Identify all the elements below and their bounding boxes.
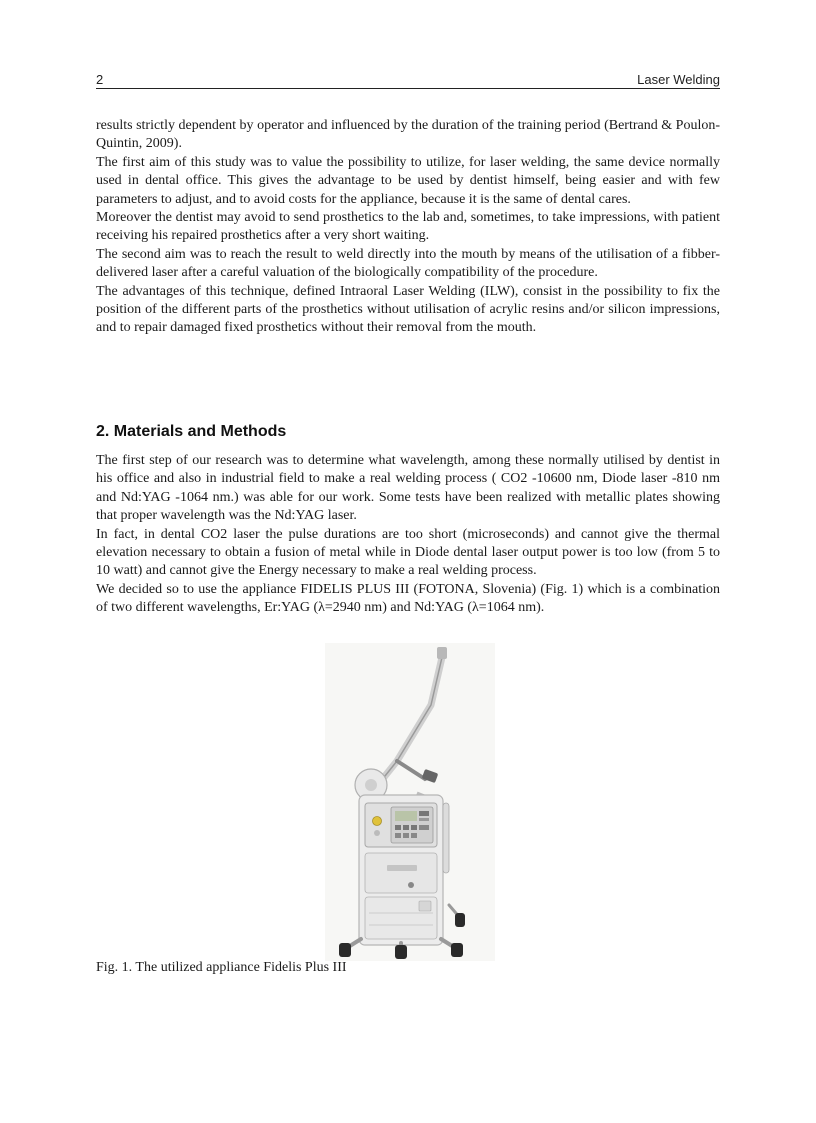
- section-text: [96, 452, 720, 618]
- intro-text: [96, 117, 720, 338]
- header-rule: [96, 88, 720, 89]
- paragraph: Moreover the dentist may avoid to send prosthetics to the lab and, sometimes, to take impressions, with patient receiving his repaired prosthetics after a very short waiting.: [96, 210, 720, 244]
- paragraph: In fact, in dental CO2 laser the pulse durations are too short (microseconds) and cannot give the thermal elevation necessary to obtain a fusion of metal while in Diode dental laser output power is too low (from 5 to 10 watt) and cannot give the Energy necessary to make a real welding process.: [96, 526, 720, 579]
- laser-device-figure: [325, 643, 495, 961]
- paragraph: results strictly dependent by operator and influenced by the duration of the training period (Bertrand & Poulon-Quintin, 2009).: [96, 118, 720, 152]
- running-title: Laser Welding: [637, 72, 720, 87]
- paragraph: The first step of our research was to determine what wavelength, among these normally utilised by dentist in his office and also in industrial field to make a real welding process ( CO2 -10600 nm, Diode laser -810 nm and Nd:YAG -1064 nm.) was able for our work. Some tests have been realized with metallic plates showing that proper wavelength was the Nd:YAG laser.: [96, 453, 720, 524]
- figure-caption: Fig. 1. The utilized appliance Fidelis Plus III: [96, 960, 347, 975]
- page-number: 2: [96, 72, 104, 87]
- section-heading: 2. Materials and Methods: [96, 423, 287, 440]
- paragraph: The first aim of this study was to value the possibility to utilize, for laser welding, the same device normally used in dental office. This gives the advantage to be used by dentist himself, being easier and with few parameters to adjust, and to avoid costs for the appliance, because it is the same of dental cares.: [96, 154, 720, 207]
- paragraph: The advantages of this technique, defined Intraoral Laser Welding (ILW), consist in the possibility to fix the position of the different parts of the prosthetics without utilisation of acrylic resins and/or silicon impressions, and to repair damaged fixed prosthetics without their removal from the mouth.: [96, 283, 720, 336]
- running-header: [96, 70, 720, 90]
- paragraph: The second aim was to reach the result to weld directly into the mouth by means of the utilisation of a fibber-delivered laser after a careful valuation of the biologically compatibility of the procedure.: [96, 246, 720, 281]
- paragraph: We decided so to use the appliance FIDELIS PLUS III (FOTONA, Slovenia) (Fig. 1) which is a combination of two different wavelengths, Er:YAG (λ=2940 nm) and Nd:YAG (λ=1064 nm).: [96, 581, 720, 616]
